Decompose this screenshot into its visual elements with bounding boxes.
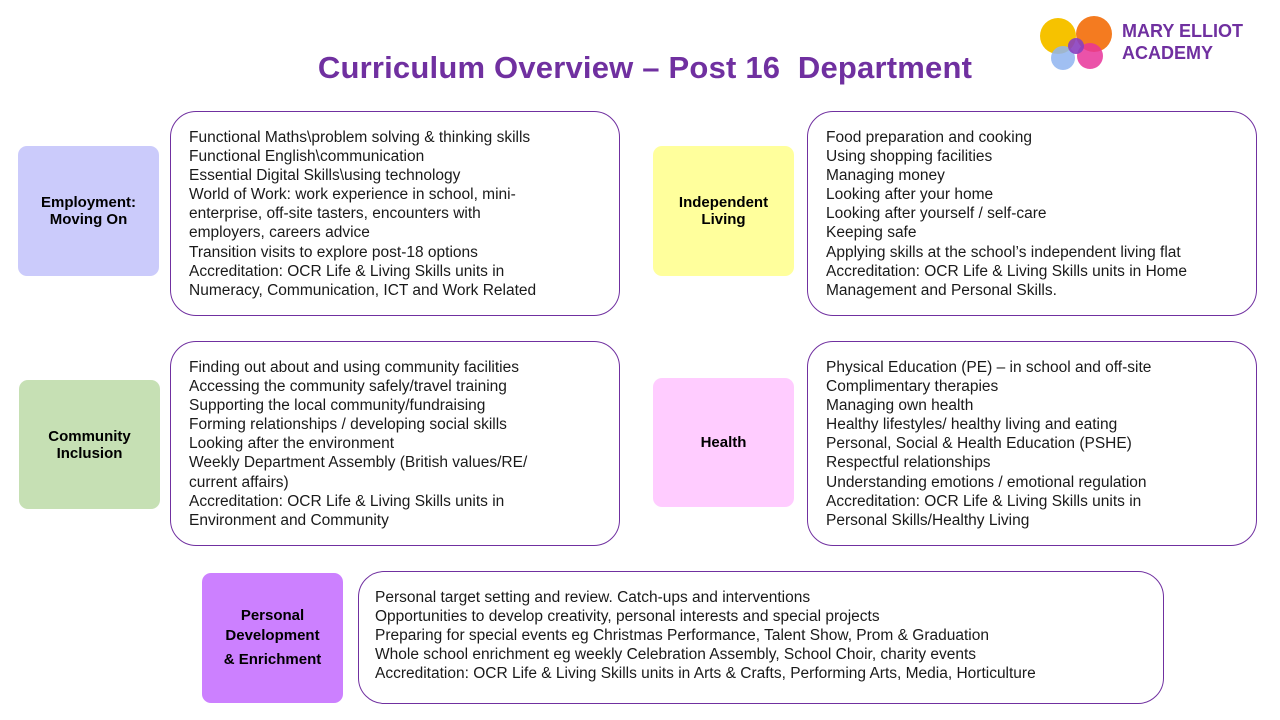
list-item: Accreditation: OCR Life & Living Skills units in xyxy=(826,492,1142,510)
list-item: employers, careers advice xyxy=(189,224,370,242)
label-line: Inclusion xyxy=(56,444,123,462)
butterfly-logo-icon xyxy=(1036,12,1120,72)
community-inclusion-content xyxy=(170,341,620,546)
label-line: Community xyxy=(48,427,131,445)
health-content xyxy=(807,341,1257,546)
list-item: Keeping safe xyxy=(826,224,917,242)
personal-development-label xyxy=(202,573,343,703)
list-item: Accreditation: OCR Life & Living Skills units in Arts & Crafts, Performing Arts, Media, Horticulture xyxy=(375,665,1036,683)
list-item: Accreditation: OCR Life & Living Skills units in xyxy=(189,262,505,280)
label-line: Moving On xyxy=(49,211,128,228)
list-item: Functional English\communication xyxy=(189,148,425,166)
independent-living-content xyxy=(807,111,1257,316)
list-item: Understanding emotions / emotional regulation xyxy=(826,473,1147,491)
list-item: Opportunities to develop creativity, personal interests and special projects xyxy=(375,608,880,626)
list-item: Complimentary therapies xyxy=(826,378,999,396)
list-item: Functional Maths\problem solving & thinking skills xyxy=(189,129,531,146)
personal-development-content xyxy=(358,571,1164,704)
list-item: current affairs) xyxy=(189,473,289,491)
academy-logo xyxy=(1036,12,1276,72)
list-item: Respectful relationships xyxy=(826,454,991,472)
list-item: Management and Personal Skills. xyxy=(826,281,1057,299)
list-item: Managing money xyxy=(826,167,945,185)
list-item: Applying skills at the school’s independent living flat xyxy=(826,243,1181,261)
list-item: enterprise, off-site tasters, encounters with xyxy=(189,205,481,223)
label-line: Employment: xyxy=(40,194,136,211)
list-item: Supporting the local community/fundraising xyxy=(189,397,486,415)
list-item: Essential Digital Skills\using technology xyxy=(189,167,461,185)
list-item: Transition visits to explore post-18 options xyxy=(189,243,478,261)
list-item: Accreditation: OCR Life & Living Skills units in Home xyxy=(826,262,1187,280)
community-inclusion-label xyxy=(19,380,160,509)
employment-label xyxy=(18,146,159,276)
logo-line-1: MARY ELLIOT xyxy=(1122,21,1243,41)
list-item: Environment and Community xyxy=(189,511,389,529)
list-item: Managing own health xyxy=(826,397,974,415)
list-item: Food preparation and cooking xyxy=(826,129,1032,146)
list-item: Looking after yourself / self-care xyxy=(826,205,1047,223)
logo-text xyxy=(1122,20,1243,64)
label-line: Health xyxy=(700,434,747,451)
list-item: Physical Education (PE) – in school and off-site xyxy=(826,359,1152,376)
health-label xyxy=(653,378,794,507)
label-line: Living xyxy=(701,211,746,228)
list-item: Personal, Social & Health Education (PSHE) xyxy=(826,435,1132,453)
list-item: Preparing for special events eg Christmas Performance, Talent Show, Prom & Graduation xyxy=(375,627,989,645)
label-line: Development xyxy=(225,627,320,644)
list-item: Healthy lifestyles/ healthy living and eating xyxy=(826,416,1118,434)
list-item: Whole school enrichment eg weekly Celebration Assembly, School Choir, charity events xyxy=(375,646,977,664)
list-item: Looking after your home xyxy=(826,186,994,204)
list-item: Personal target setting and review. Catch-ups and interventions xyxy=(375,589,811,606)
list-item: Looking after the environment xyxy=(189,435,395,453)
label-line: & Enrichment xyxy=(223,651,322,668)
independent-living-label xyxy=(653,146,794,276)
label-line: Personal xyxy=(240,607,305,624)
list-item: World of Work: work experience in school, mini- xyxy=(189,186,516,204)
list-item: Finding out about and using community facilities xyxy=(189,359,519,376)
page-title: Curriculum Overview – Post 16 Department xyxy=(317,50,973,85)
list-item: Personal Skills/Healthy Living xyxy=(826,511,1030,529)
list-item: Accreditation: OCR Life & Living Skills units in xyxy=(189,492,505,510)
employment-content xyxy=(170,111,620,316)
logo-line-2: ACADEMY xyxy=(1122,43,1214,63)
list-item: Accessing the community safely/travel training xyxy=(189,378,507,396)
label-line: Independent xyxy=(678,194,769,211)
list-item: Weekly Department Assembly (British values/RE/ xyxy=(189,454,528,472)
list-item: Forming relationships / developing social skills xyxy=(189,416,507,434)
list-item: Using shopping facilities xyxy=(826,148,993,166)
list-item: Numeracy, Communication, ICT and Work Related xyxy=(189,281,537,299)
